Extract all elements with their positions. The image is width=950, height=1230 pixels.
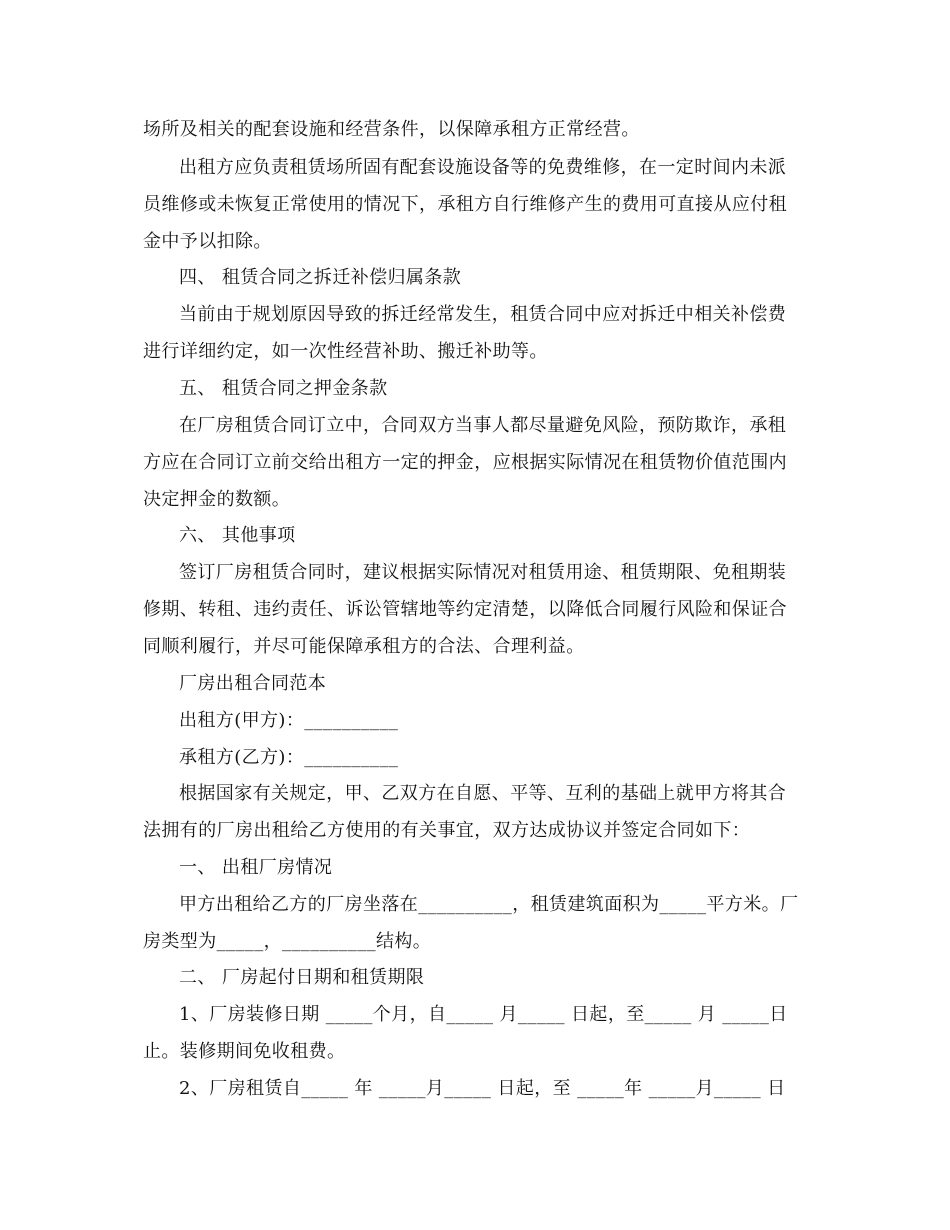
- text-line: 止。装修期间免收租费。: [143, 1041, 346, 1062]
- text-line: 出租方应负责租赁场所固有配套设施设备等的免费维修，在一定时间内未派: [179, 157, 787, 178]
- text-line: 修期、转租、违约责任、诉讼管辖地等约定清楚，以降低合同履行风险和保证合: [143, 599, 787, 620]
- text-line: 方应在合同订立前交给出租方一定的押金，应根据实际情况在租赁物价值范围内: [143, 452, 787, 473]
- text-line: 决定押金的数额。: [143, 489, 291, 510]
- text-line: 房类型为_____，__________结构。: [143, 931, 432, 952]
- section-heading: 二、 厂房起付日期和租赁期限: [179, 967, 425, 988]
- text-line: 员维修或未恢复正常使用的情况下，承租方自行维修产生的费用可直接从应付租: [143, 194, 787, 215]
- text-line: 2、厂房租赁自_____ 年 _____月_____ 日起，至 _____年 _____月_____ 日: [179, 1078, 786, 1099]
- text-line: 同顺利履行，并尽可能保障承租方的合法、合理利益。: [143, 636, 585, 657]
- text-line: 甲方出租给乙方的厂房坐落在__________，租赁建筑面积为_____平方米。厂: [179, 894, 799, 915]
- text-line: 进行详细约定，如一次性经营补助、搬迁补助等。: [143, 341, 548, 362]
- document-title: 厂房出租合同范本: [179, 673, 327, 694]
- section-heading: 一、 出租厂房情况: [179, 857, 333, 878]
- section-heading: 四、 租赁合同之拆迁补偿归属条款: [179, 267, 462, 288]
- text-line: 法拥有的厂房出租给乙方使用的有关事宜，双方达成协议并签定合同如下：: [143, 820, 751, 841]
- text-line: 根据国家有关规定，甲、乙双方在自愿、平等、互利的基础上就甲方将其合: [179, 783, 787, 804]
- text-line: 金中予以扣除。: [143, 231, 272, 252]
- text-line: 当前由于规划原因导致的拆迁经常发生，租赁合同中应对拆迁中相关补偿费: [179, 304, 787, 325]
- lessor-field: 出租方(甲方)：__________: [179, 710, 399, 731]
- lessee-field: 承租方(乙方)：__________: [179, 747, 399, 768]
- text-line: 在厂房租赁合同订立中，合同双方当事人都尽量避免风险，预防欺诈，承租: [179, 415, 787, 436]
- text-line: 1、厂房装修日期 _____个月，自_____ 月_____ 日起，至_____ 月 _____日: [179, 1004, 788, 1025]
- section-heading: 五、 租赁合同之押金条款: [179, 378, 388, 399]
- text-line: 场所及相关的配套设施和经营条件，以保障承租方正常经营。: [143, 119, 640, 140]
- text-line: 签订厂房租赁合同时，建议根据实际情况对租赁用途、租赁期限、免租期装: [179, 562, 787, 583]
- section-heading: 六、 其他事项: [179, 525, 296, 546]
